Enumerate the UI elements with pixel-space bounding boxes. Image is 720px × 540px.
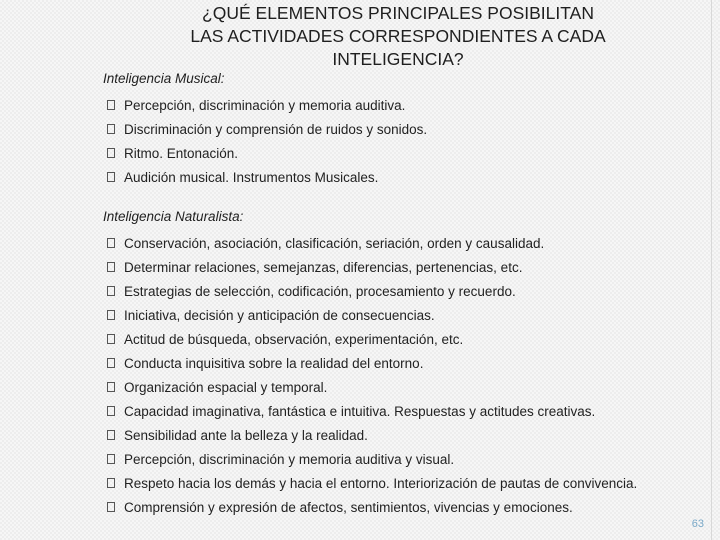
list-item-text: Iniciativa, decisión y anticipación de consecuencias. <box>124 307 435 323</box>
list-item <box>107 303 637 327</box>
page-number: 63 <box>691 518 704 530</box>
list-item <box>107 495 637 519</box>
title-line-2: LAS ACTIVIDADES CORRESPONDIENTES A CADA <box>190 26 606 46</box>
square-bullet-icon <box>107 148 115 158</box>
list-item-text: Sensibilidad ante la belleza y la realidad. <box>124 427 368 443</box>
square-bullet-icon <box>107 172 115 182</box>
list-item-text: Discriminación y comprensión de ruidos y sonidos. <box>124 121 428 137</box>
square-bullet-icon <box>107 100 115 110</box>
section-heading-naturalista: Inteligencia Naturalista: <box>103 209 244 224</box>
square-bullet-icon <box>107 124 115 134</box>
square-bullet-icon <box>107 430 115 440</box>
square-bullet-icon <box>107 406 115 416</box>
square-bullet-icon <box>107 262 115 272</box>
list-item <box>107 279 637 303</box>
square-bullet-icon <box>107 310 115 320</box>
right-border-line <box>711 0 712 540</box>
list-item-text: Percepción, discriminación y memoria auditiva. <box>124 97 406 113</box>
list-item-text: Ritmo. Entonación. <box>124 145 239 161</box>
list-item <box>107 375 637 399</box>
list-item <box>107 471 637 495</box>
square-bullet-icon <box>107 238 115 248</box>
list-item-text: Determinar relaciones, semejanzas, diferencias, pertenencias, etc. <box>124 259 523 275</box>
list-item <box>107 423 637 447</box>
list-item-text: Conducta inquisitiva sobre la realidad del entorno. <box>124 355 424 371</box>
list-item <box>107 255 637 279</box>
list-item-text: Estrategias de selección, codificación, procesamiento y recuerdo. <box>124 283 516 299</box>
square-bullet-icon <box>107 286 115 296</box>
list-item-text: Percepción, discriminación y memoria auditiva y visual. <box>124 451 455 467</box>
square-bullet-icon <box>107 334 115 344</box>
bullet-list-naturalista <box>107 231 637 519</box>
list-item <box>107 351 637 375</box>
list-item-text: Conservación, asociación, clasificación, seriación, orden y causalidad. <box>124 235 545 251</box>
title-line-3: INTELIGENCIA? <box>332 49 464 69</box>
title-line-1: ¿QUÉ ELEMENTOS PRINCIPALES POSIBILITAN <box>202 3 594 23</box>
list-item-text: Organización espacial y temporal. <box>124 379 328 395</box>
square-bullet-icon <box>107 382 115 392</box>
square-bullet-icon <box>107 454 115 464</box>
list-item <box>107 231 637 255</box>
list-item-text: Comprensión y expresión de afectos, sentimientos, vivencias y emociones. <box>124 499 573 515</box>
square-bullet-icon <box>107 502 115 512</box>
list-item-text: Audición musical. Instrumentos Musicales. <box>124 169 379 185</box>
bullet-list-musical <box>107 93 427 189</box>
list-item <box>107 93 427 117</box>
square-bullet-icon <box>107 478 115 488</box>
list-item-text: Actitud de búsqueda, observación, experimentación, etc. <box>124 331 464 347</box>
square-bullet-icon <box>107 358 115 368</box>
list-item <box>107 117 427 141</box>
list-item-text: Capacidad imaginativa, fantástica e intuitiva. Respuestas y actitudes creativas. <box>124 403 596 419</box>
list-item <box>107 399 637 423</box>
list-item-text: Respeto hacia los demás y hacia el entorno. Interiorización de pautas de convivencia. <box>124 475 638 491</box>
slide-title <box>100 2 696 71</box>
list-item <box>107 447 637 471</box>
list-item <box>107 165 427 189</box>
list-item <box>107 327 637 351</box>
list-item <box>107 141 427 165</box>
section-heading-musical: Inteligencia Musical: <box>103 71 225 86</box>
